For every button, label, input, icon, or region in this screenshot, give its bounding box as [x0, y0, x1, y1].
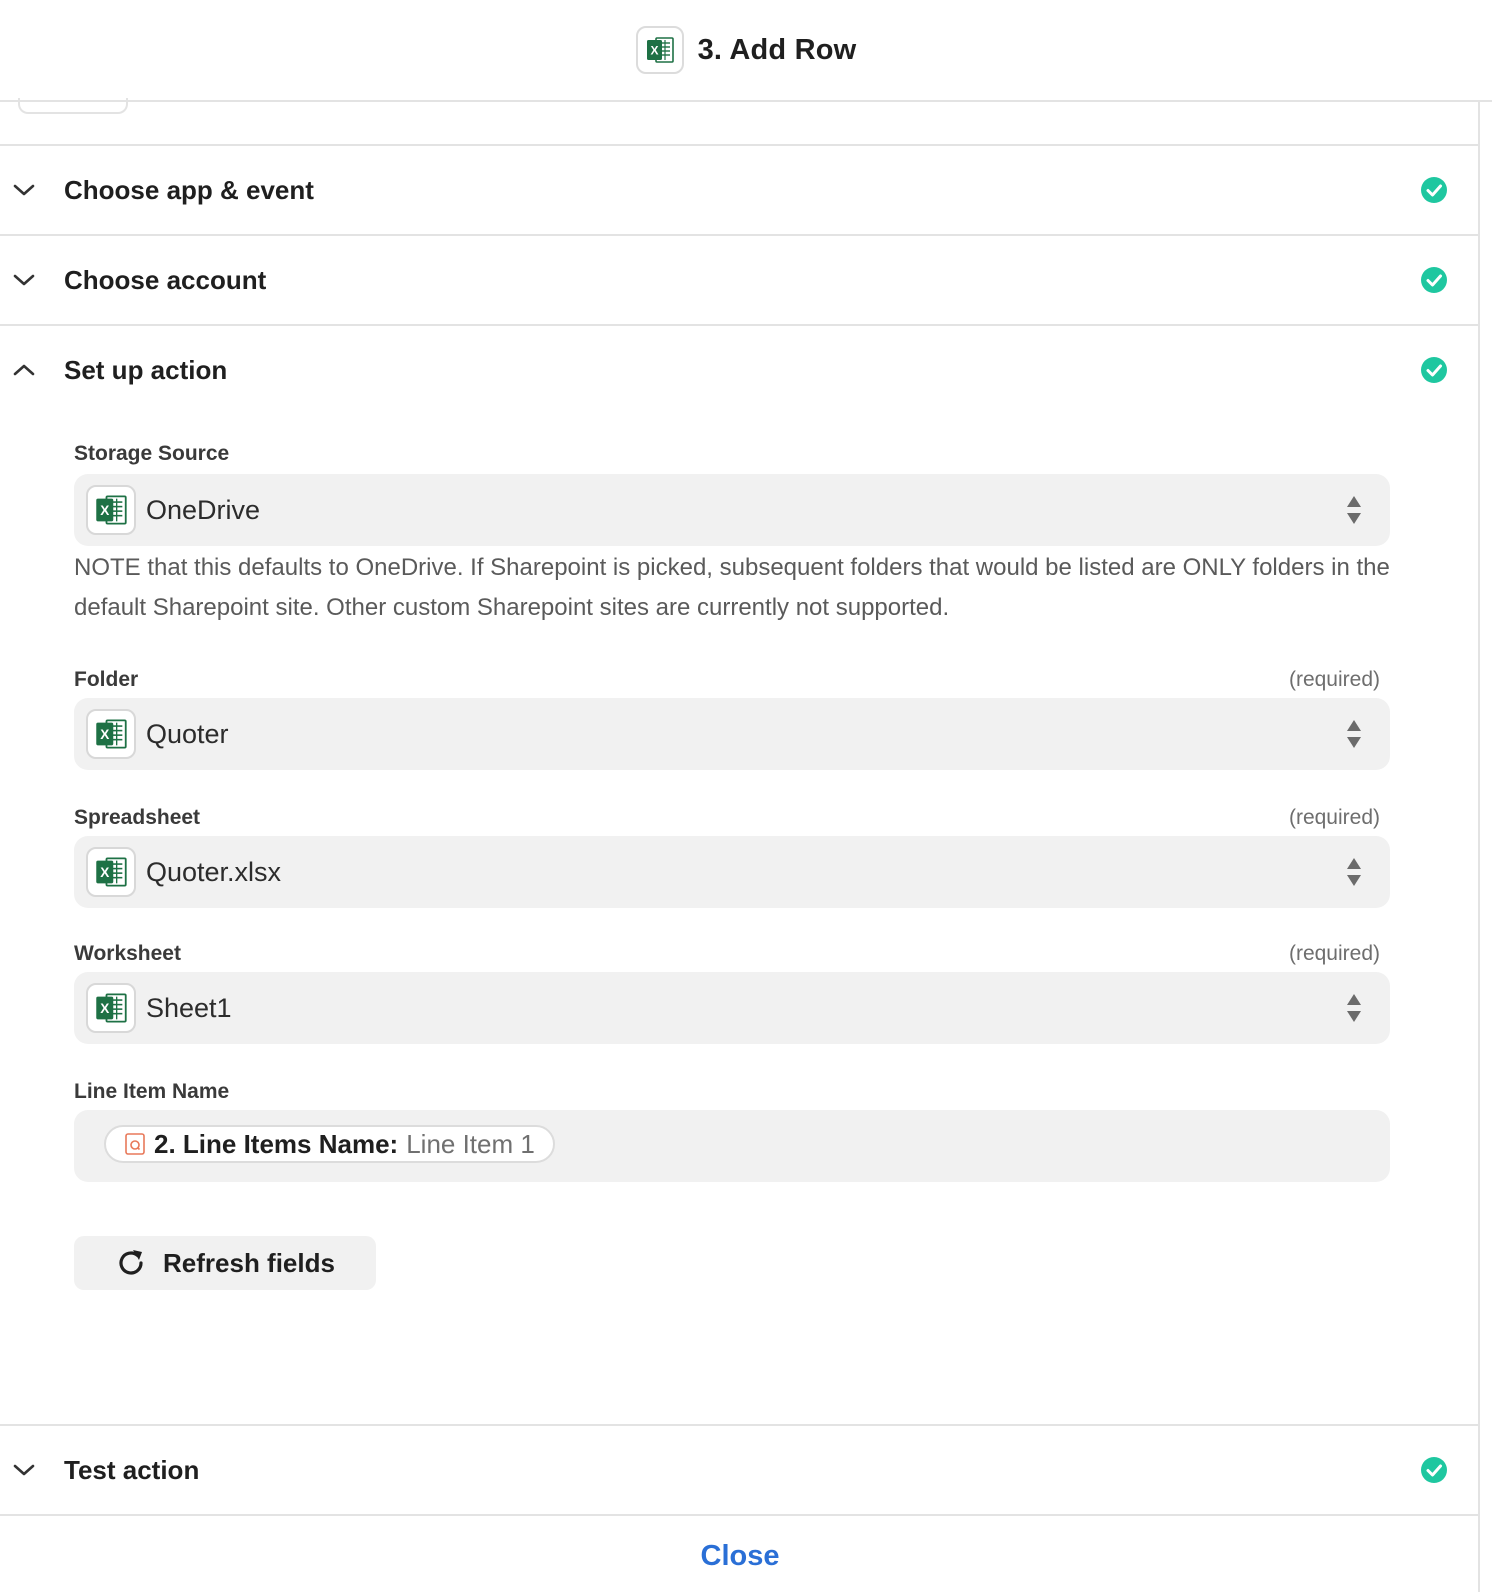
svg-text:X: X — [650, 43, 659, 58]
section-label: Set up action — [64, 354, 228, 385]
section-label: Choose account — [64, 264, 267, 295]
app-badge — [636, 26, 684, 74]
select-value: Quoter — [146, 718, 229, 749]
select-value: OneDrive — [146, 494, 261, 525]
storage-source-label: Storage Source — [74, 442, 230, 465]
section-set-up-action[interactable] — [0, 324, 1480, 414]
mapped-field-pill[interactable] — [104, 1125, 555, 1163]
excel-icon-box — [86, 847, 136, 897]
excel-icon — [94, 855, 128, 889]
section-choose-app-event[interactable] — [0, 144, 1480, 234]
chevron-down-icon — [12, 270, 36, 290]
excel-icon-box — [86, 709, 136, 759]
select-value: Sheet1 — [146, 992, 232, 1023]
pill-key: 2. Line Items Name: — [154, 1128, 399, 1159]
required-indicator: (required) — [1288, 942, 1380, 965]
refresh-label: Refresh fields — [163, 1247, 335, 1278]
spreadsheet-label: Spreadsheet — [74, 806, 201, 829]
line-item-name-label: Line Item Name — [74, 1080, 230, 1103]
line-item-name-input[interactable] — [74, 1110, 1390, 1182]
excel-icon-box — [86, 485, 136, 535]
section-label: Test action — [64, 1454, 200, 1485]
excel-icon — [94, 991, 128, 1025]
sort-arrows-icon — [1346, 719, 1362, 749]
previous-element-edge — [18, 98, 128, 114]
sort-arrows-icon — [1346, 495, 1362, 525]
required-indicator: (required) — [1288, 806, 1380, 829]
check-circle-icon — [1420, 266, 1448, 294]
pill-value: Line Item 1 — [406, 1128, 535, 1159]
folder-label: Folder — [74, 668, 139, 691]
check-circle-icon — [1420, 176, 1448, 204]
worksheet-label: Worksheet — [74, 942, 181, 965]
excel-icon-box — [86, 983, 136, 1033]
excel-icon — [94, 493, 128, 527]
divider — [0, 1514, 1480, 1516]
modal-title: 3. Add Row — [697, 33, 857, 66]
folder-select[interactable] — [74, 698, 1390, 770]
close-button[interactable]: Close — [700, 1540, 780, 1572]
spreadsheet-select[interactable] — [74, 836, 1390, 908]
svg-text:X: X — [100, 503, 110, 519]
svg-text:X: X — [100, 1001, 110, 1017]
modal-header — [0, 0, 1492, 102]
check-circle-icon — [1420, 356, 1448, 384]
refresh-fields-button[interactable] — [74, 1236, 376, 1290]
section-test-action[interactable] — [0, 1424, 1480, 1514]
section-label: Choose app & event — [64, 174, 314, 205]
sort-arrows-icon — [1346, 857, 1362, 887]
check-circle-icon — [1420, 1456, 1448, 1484]
svg-text:X: X — [100, 727, 110, 743]
storage-source-note: NOTE that this defaults to OneDrive. If Sharepoint is picked, subsequent folders that would be listed are ONLY folders in the default Sharepoint site. Other custom Sharepoint sites are currently not supported. — [74, 554, 1390, 621]
chevron-up-icon — [12, 360, 36, 380]
chevron-down-icon — [12, 1460, 36, 1480]
excel-icon — [645, 35, 675, 65]
svg-text:X: X — [100, 865, 110, 881]
storage-source-select[interactable] — [74, 474, 1390, 546]
refresh-icon — [115, 1247, 147, 1279]
quoter-app-icon — [124, 1132, 146, 1156]
sort-arrows-icon — [1346, 993, 1362, 1023]
excel-icon — [94, 717, 128, 751]
section-choose-account[interactable] — [0, 234, 1480, 324]
worksheet-select[interactable] — [74, 972, 1390, 1044]
chevron-down-icon — [12, 180, 36, 200]
select-value: Quoter.xlsx — [146, 856, 282, 887]
required-indicator: (required) — [1288, 668, 1380, 691]
